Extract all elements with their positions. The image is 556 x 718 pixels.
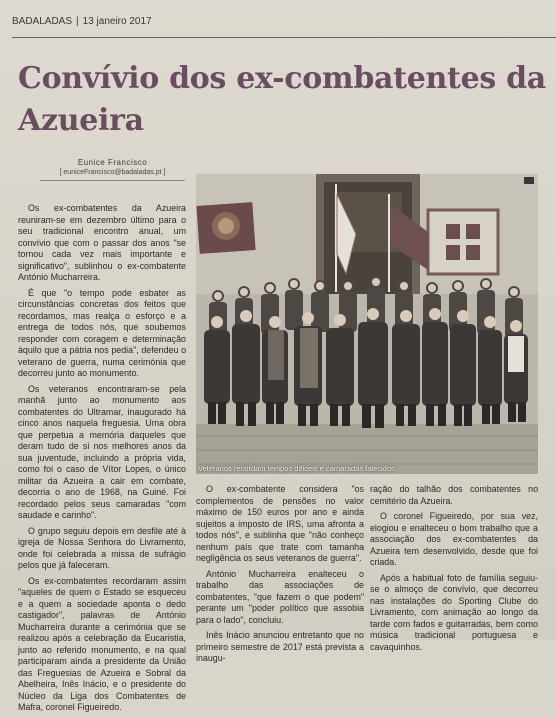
header-separator: |: [76, 16, 79, 27]
paragraph: António Mucharreira enalteceu o trabalho das associações de combatentes, "que fazem o que podem" perante um "poder político que assobia para o lado", concluiu.: [196, 568, 364, 625]
group-photo: [196, 174, 538, 474]
paragraph: Os veteranos encontraram-se pela manhã junto ao monumento aos combatentes do Ultramar, inaugurado há cinco anos naquela freguesia. Uma obra que perpetua a memória daqueles que deram tudo de si nos melhores anos da sua juventude, incluindo a própria vida, como foi o caso de Vítor Lopes, o único militar da Azueira a cair em combate, decorria o ano de 1968, na Guiné. Foi recordado pelos seus camaradas "com saudade e carinho".: [18, 383, 186, 520]
header-rule: [12, 37, 556, 38]
paragraph: O ex-combatente considera "os complementos de pensões no valor máximo de 150 euros por ano e ainda sujeitos a imposto de IRS, uma afronta a todos nós", e sublinha que "não conheço nenhum país que trate com tamanha negligência os seus veteranos de guerra".: [196, 484, 364, 563]
byline-rule: [40, 180, 185, 181]
paragraph: O coronel Figueiredo, por sua vez, elogiou e enalteceu o bom trabalho que a associação dos ex-combatentes da Azueira tem desenvolvido, desde que foi criada.: [370, 511, 538, 567]
photo-caption: Veteranos recordam tempos difíceis e camaradas falecidos: [198, 464, 395, 473]
paragraph: Os ex-combatentes da Azueira reuniram-se em dezembro último para o seu tradicional encontro anual, um convívio que com o passar dos anos "se tornou cada vez mais importante e significativo", sublinhou o ex-combatente António Mucharreira.: [18, 203, 186, 282]
issue-date: 13 janeiro 2017: [82, 16, 152, 27]
article-column-1: [18, 203, 186, 718]
paragraph: Inês Inácio anunciou entretanto que no primeiro semestre de 2017 está prevista a inaugu-: [196, 630, 364, 663]
author-email: [ euniceFrancisco@badaladas.pt ]: [59, 169, 166, 176]
byline: [20, 158, 205, 181]
article-column-2: [196, 484, 364, 669]
flag-left: [196, 202, 255, 254]
paragraph: O grupo seguiu depois em desfile até à igreja de Nossa Senhora do Livramento, onde foi celebrada a missa de sufrágio pelos que já faleceram.: [18, 525, 186, 570]
article-title: Convívio dos ex-combatentes da Azueira: [18, 61, 546, 138]
paragraph: ração do talhão dos combatentes no cemitério da Azueira.: [370, 484, 538, 506]
photo-badge: [524, 177, 534, 184]
photo-illustration: [196, 174, 538, 474]
page-header: [12, 16, 152, 27]
paragraph: Após a habitual foto de família seguiu-se o almoço de convívio, que decorreu nas instalações do Sporting Clube do Livramento, com animação ao longo da tarde com fados e guitarradas, bem como música tradicional portuguesa e cavaquinhos.: [370, 572, 538, 652]
article-column-3: [370, 484, 538, 657]
publication-name: BADALADAS: [12, 16, 73, 27]
author-name: Eunice Francisco: [77, 158, 148, 167]
paragraph: É que "o tempo pode esbater as circunstâncias concretas dos feitos que recordamos, mas realça o esforço e a entrega de todos nós, que soubemos responder com coragem e determinação àquilo que a pátria nos pedia", defendeu o veterano de guerra, numa cerimónia que decorreu junto ao monumento.: [18, 287, 186, 378]
paragraph: Os ex-combatentes recordaram assim "aqueles de quem o Estado se esqueceu e a quem a sociedade aponta o dedo castigador", palavras de António Mucharreira durante a cerimónia que se realizou após a celebração da Eucaristia, junto ao referido monumento, e na qual participaram ainda a presidente da União das Freguesias de Azueira e Sobral da Abelheira, Inês Inácio, e o presidente do Núcleo da Liga dos Combatentes de Mafra, coronel Figueiredo.: [18, 575, 186, 712]
flag-right: [428, 210, 498, 274]
